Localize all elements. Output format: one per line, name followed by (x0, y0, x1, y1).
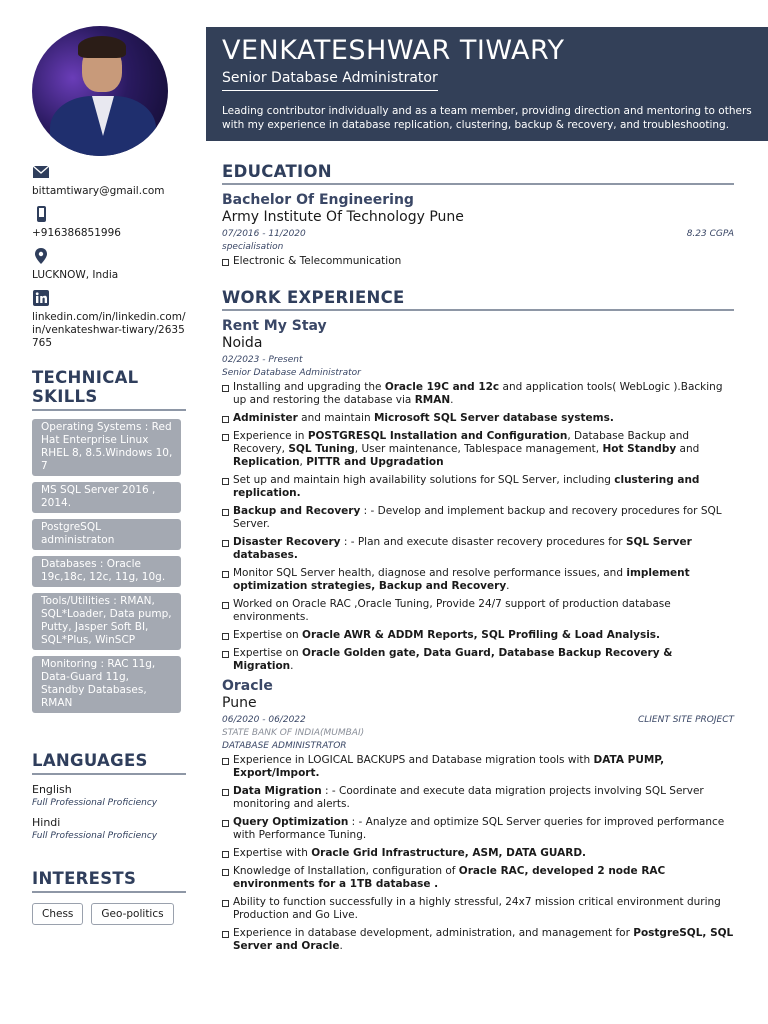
language-item (32, 783, 186, 808)
map-pin-icon (32, 248, 50, 264)
contact-location (32, 248, 186, 282)
list-item: Administer and maintain Microsoft SQL Server database systems. (222, 412, 734, 425)
phone-text[interactable]: +916386851996 (32, 227, 121, 239)
job-role: Senior Database Administrator (222, 368, 361, 378)
interests-list (32, 903, 186, 925)
interest-tag: Chess (32, 903, 83, 925)
job-meta (222, 715, 734, 725)
contact-email (32, 164, 186, 198)
company-name: Oracle (222, 678, 273, 694)
email-text[interactable]: bittamtiwary@gmail.com (32, 185, 165, 197)
skills-list (32, 419, 186, 713)
job-responsibilities (222, 754, 734, 953)
skill-tag: Operating Systems : Red Hat Enterprise Linux RHEL 8, 8.5.Windows 10, 7 (32, 419, 181, 476)
skills-heading: TECHNICAL SKILLS (32, 368, 186, 411)
location-text: LUCKNOW, India (32, 269, 119, 281)
work-heading: WORK EXPERIENCE (222, 288, 734, 311)
language-level: Full Professional Proficiency (32, 798, 158, 808)
education-meta (222, 229, 734, 239)
job-dates: 02/2023 - Present (222, 355, 303, 365)
list-item: Experience in POSTGRESQL Installation and Configuration, Database Backup and Recovery, SQL Tuning, User maintenance, Tablespace management, Hot Standby and Replication, PITTR and Upgradation (222, 430, 734, 469)
contact-linkedin (32, 290, 186, 350)
list-item: Monitor SQL Server health, diagnose and resolve performance issues, and implement optimization strategies, Backup and Recovery. (222, 567, 734, 593)
profile-summary: Leading contributor individually and as a team member, providing direction and mentoring to others with my experience in database replication, clustering, backup & recovery, and troubleshooting. (222, 105, 752, 131)
header-band (206, 27, 768, 141)
interest-tag: Geo-politics (91, 903, 173, 925)
language-name: Hindi (32, 816, 61, 829)
job-dates: 06/2020 - 06/2022 (222, 715, 306, 725)
specialisation-item: Electronic & Telecommunication (222, 255, 734, 268)
contact-phone (32, 206, 186, 240)
languages-heading: LANGUAGES (32, 751, 186, 775)
education-dates: 07/2016 - 11/2020 (222, 229, 306, 239)
job-title: Senior Database Administrator (222, 70, 438, 91)
contact-list (32, 164, 186, 350)
list-item: Expertise on Oracle Golden gate, Data Guard, Database Backup Recovery & Migration. (222, 647, 734, 673)
languages-section (32, 751, 186, 841)
list-item: Expertise on Oracle AWR & ADDM Reports, SQL Profiling & Load Analysis. (222, 629, 734, 642)
profile-photo (32, 26, 168, 156)
list-item: Set up and maintain high availability solutions for SQL Server, including clustering and replication. (222, 474, 734, 500)
language-level: Full Professional Proficiency (32, 831, 158, 841)
skill-tag: Databases : Oracle 19c,18c, 12c, 11g, 10g. (32, 556, 181, 587)
education-score: 8.23 CGPA (686, 229, 734, 239)
phone-icon (32, 206, 50, 222)
job-tag: CLIENT SITE PROJECT (637, 715, 734, 725)
list-item: Installing and upgrading the Oracle 19C and 12c and application tools( WebLogic ).Backing up and restoring the database via RMAN. (222, 381, 734, 407)
language-name: English (32, 783, 72, 796)
list-item: Backup and Recovery : - Develop and implement backup and recovery procedures for SQL Server. (222, 505, 734, 531)
skill-tag: MS SQL Server 2016 , 2014. (32, 482, 181, 513)
envelope-icon (32, 164, 50, 180)
sidebar (32, 26, 186, 925)
list-item: Experience in database development, administration, and management for PostgreSQL, SQL Server and Oracle. (222, 927, 734, 953)
job-location: Noida (222, 335, 263, 351)
skill-tag: Monitoring : RAC 11g, Data-Guard 11g, Standby Databases, RMAN (32, 656, 181, 713)
job-role: DATABASE ADMINISTRATOR (222, 741, 347, 751)
list-item: Experience in LOGICAL BACKUPS and Database migration tools with DATA PUMP, Export/Import. (222, 754, 734, 780)
skill-tag: PostgreSQL administraton (32, 519, 181, 550)
list-item: Ability to function successfully in a highly stressful, 24x7 mission critical environment during Production and Go Live. (222, 896, 734, 922)
linkedin-text[interactable]: linkedin.com/in/linkedin.com/in/venkateshwar-tiwary/2635765 (32, 311, 186, 349)
skill-tag: Tools/Utilities : RMAN, SQL*Loader, Data pump, Putty, Jasper Soft BI, SQL*Plus, WinSCP (32, 593, 181, 650)
job-responsibilities (222, 381, 734, 673)
school-name: Army Institute Of Technology Pune (222, 209, 464, 225)
job-client: STATE BANK OF INDIA(MUMBAI) (222, 728, 365, 738)
specialisation-label: specialisation (222, 242, 284, 252)
list-item: Disaster Recovery : - Plan and execute disaster recovery procedures for SQL Server databases. (222, 536, 734, 562)
list-item: Worked on Oracle RAC ,Oracle Tuning, Provide 24/7 support of production database environments. (222, 598, 734, 624)
company-name: Rent My Stay (222, 318, 327, 334)
job-meta (222, 355, 734, 365)
list-item: Knowledge of Installation, configuration of Oracle RAC, developed 2 node RAC environments for a 1TB database . (222, 865, 734, 891)
linkedin-icon (32, 290, 50, 306)
interests-section (32, 869, 186, 925)
main-content (222, 162, 734, 958)
list-item: Query Optimization : - Analyze and optimize SQL Server queries for improved performance with Performance Tuning. (222, 816, 734, 842)
language-item (32, 816, 186, 841)
list-item: Data Migration : - Coordinate and execute data migration projects involving SQL Server monitoring and alerts. (222, 785, 734, 811)
list-item: Expertise with Oracle Grid Infrastructure, ASM, DATA GUARD. (222, 847, 734, 860)
skills-section (32, 368, 186, 713)
job-location: Pune (222, 695, 257, 711)
degree: Bachelor Of Engineering (222, 192, 414, 208)
education-heading: EDUCATION (222, 162, 734, 185)
full-name: VENKATESHWAR TIWARY (222, 35, 565, 66)
interests-heading: INTERESTS (32, 869, 186, 893)
